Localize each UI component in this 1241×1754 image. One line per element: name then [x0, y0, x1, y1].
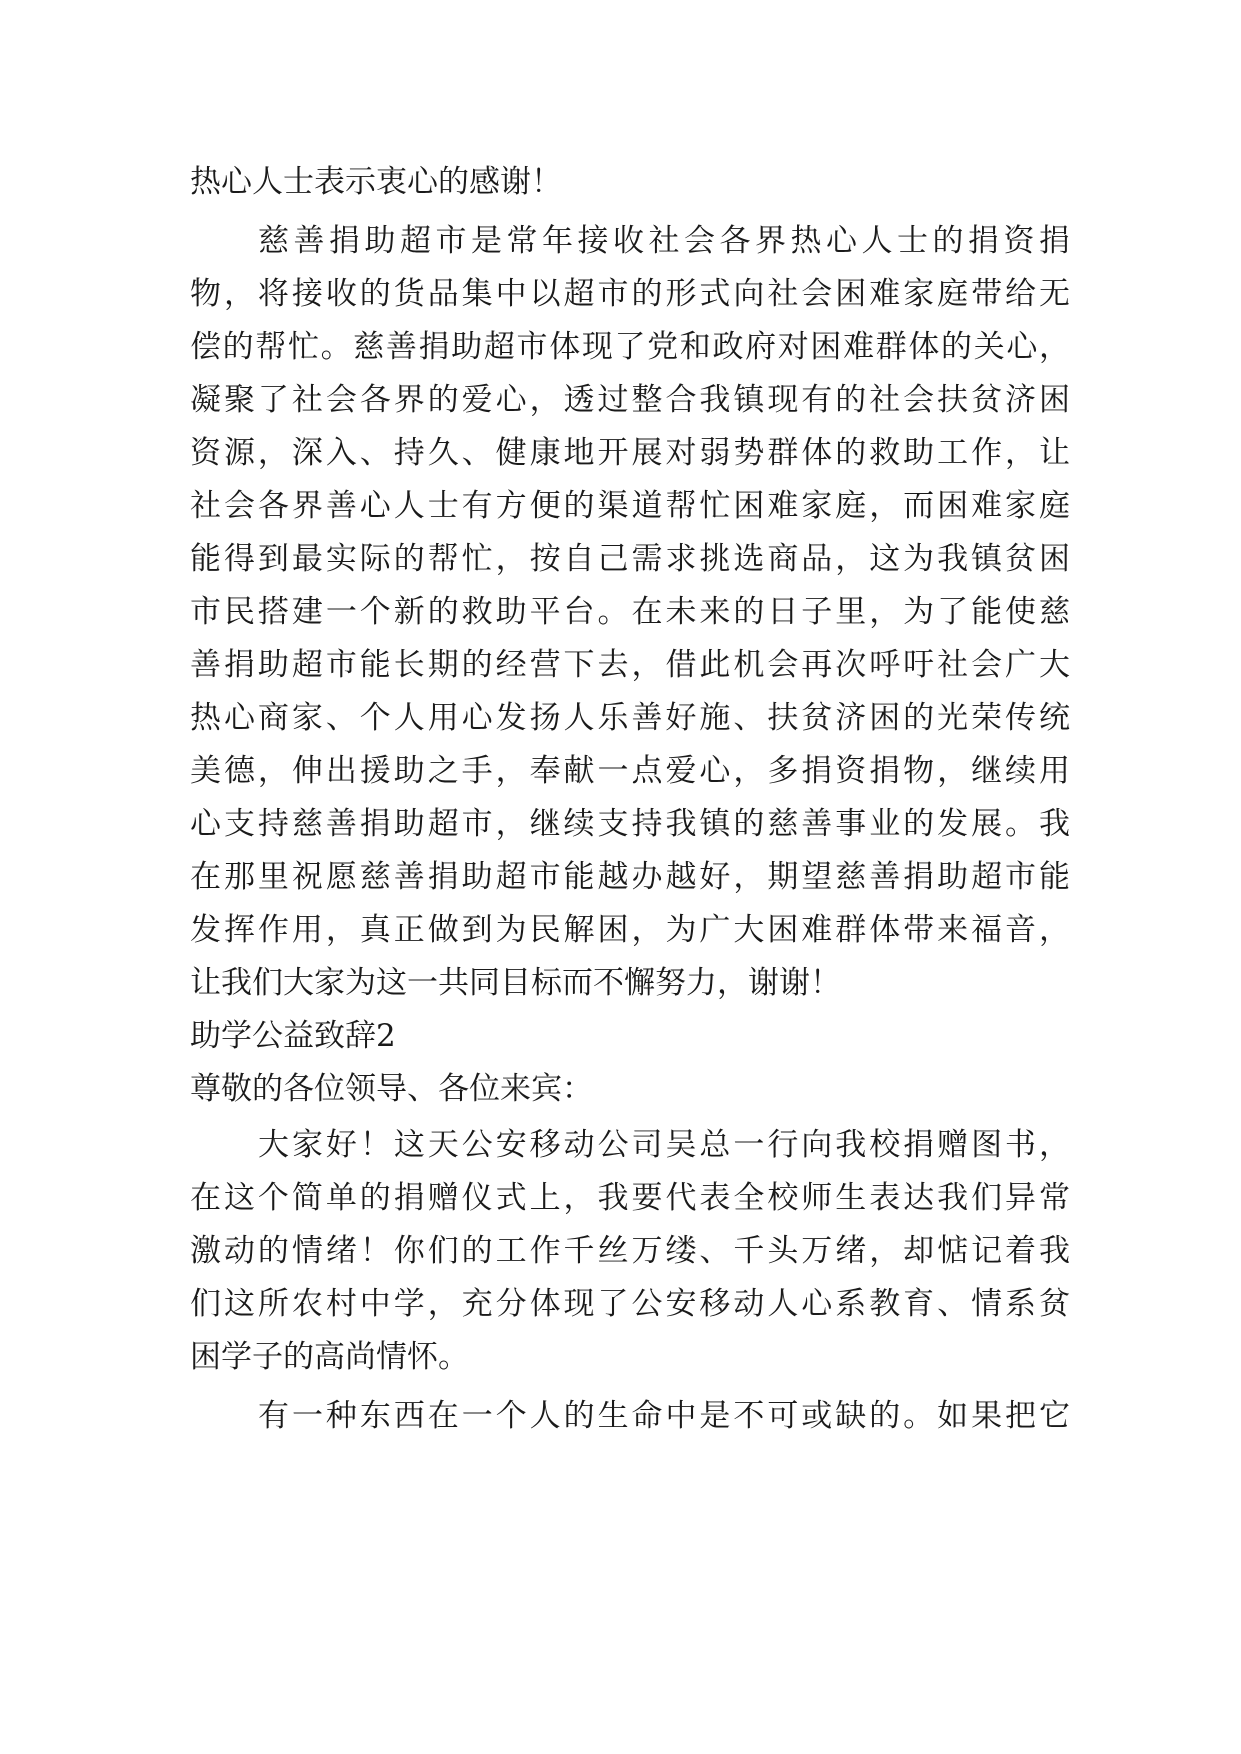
paragraph-line: 凝聚了社会各界的爱心，透过整合我镇现有的社会扶贫济困 — [190, 382, 1070, 418]
paragraph-line: 能得到最实际的帮忙，按自己需求挑选商品，这为我镇贫困 — [190, 541, 1070, 577]
paragraph-line: 们这所农村中学，充分体现了公安移动人心系教育、情系贫 — [190, 1286, 1070, 1322]
paragraph-line: 市民搭建一个新的救助平台。在未来的日子里，为了能使慈 — [190, 594, 1070, 630]
paragraph-line: 激动的情绪！你们的工作千丝万缕、千头万绪，却惦记着我 — [190, 1233, 1070, 1269]
paragraph-line: 在这个简单的捐赠仪式上，我要代表全校师生表达我们异常 — [190, 1180, 1070, 1216]
paragraph-line: 困学子的高尚情怀。 — [190, 1339, 469, 1375]
paragraph-line: 社会各界善心人士有方便的渠道帮忙困难家庭，而困难家庭 — [190, 488, 1070, 524]
document-body — [190, 156, 1070, 1443]
paragraph-line: 物，将接收的货品集中以超市的形式向社会困难家庭带给无 — [190, 276, 1070, 312]
paragraph-line: 大家好！这天公安移动公司吴总一行向我校捐赠图书， — [258, 1127, 1070, 1163]
paragraph-line: 在那里祝愿慈善捐助超市能越办越好，期望慈善捐助超市能 — [190, 859, 1070, 895]
paragraph-line: 心支持慈善捐助超市，继续支持我镇的慈善事业的发展。我 — [190, 806, 1070, 842]
paragraph-line: 美德，伸出援助之手，奉献一点爱心，多捐资捐物，继续用 — [190, 753, 1070, 789]
paragraph-line: 资源，深入、持久、健康地开展对弱势群体的救助工作，让 — [190, 435, 1070, 471]
paragraph-line: 发挥作用，真正做到为民解困，为广大困难群体带来福音， — [190, 912, 1070, 948]
paragraph-line: 有一种东西在一个人的生命中是不可或缺的。如果把它 — [258, 1398, 1070, 1434]
salutation: 尊敬的各位领导、各位来宾： — [190, 1071, 593, 1107]
paragraph-line: 热心人士表示衷心的感谢！ — [190, 164, 562, 200]
paragraph-line: 慈善捐助超市是常年接收社会各界热心人士的捐资捐 — [258, 223, 1070, 259]
paragraph-line: 热心商家、个人用心发扬人乐善好施、扶贫济困的光荣传统 — [190, 700, 1070, 736]
paragraph-line: 让我们大家为这一共同目标而不懈努力，谢谢！ — [190, 965, 841, 1001]
paragraph-line: 善捐助超市能长期的经营下去，借此机会再次呼吁社会广大 — [190, 647, 1070, 683]
section-heading: 助学公益致辞2 — [190, 1018, 396, 1054]
paragraph-line: 偿的帮忙。慈善捐助超市体现了党和政府对困难群体的关心， — [190, 329, 1070, 365]
